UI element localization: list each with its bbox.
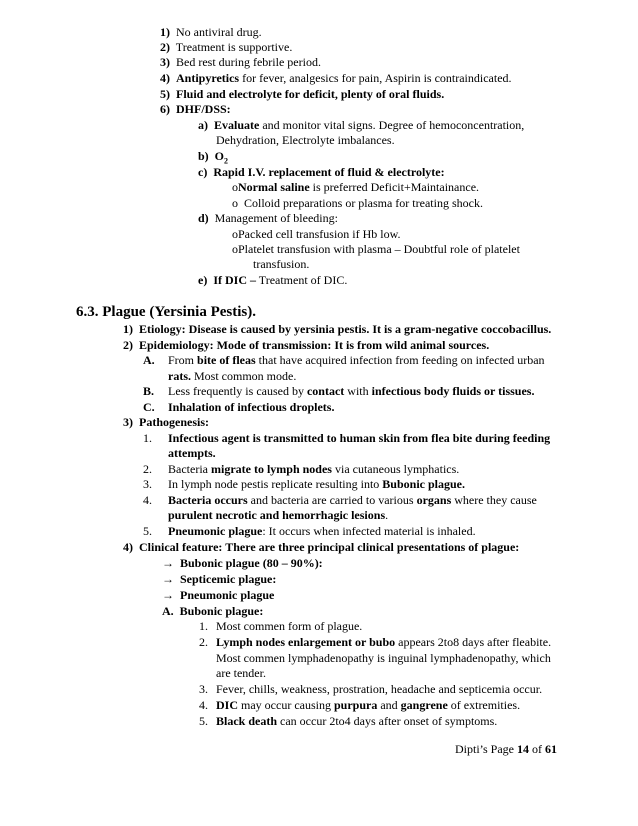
list-item-2 (160, 40, 292, 55)
item-text: may occur causing (238, 698, 334, 712)
list-item-3 (160, 55, 321, 70)
item-text: Less frequently is caused by (168, 384, 307, 398)
item-text: In lymph node pestis replicate resulting into (168, 477, 383, 491)
plague-item-2-C (143, 400, 334, 415)
pathogenesis-item-5 (143, 524, 476, 539)
item-text: with (344, 384, 372, 398)
item-bold: Clinical feature: There are three principal clinical presentations of plague: (139, 540, 520, 554)
bubonic-heading (162, 604, 263, 619)
item-subscript: 2 (224, 156, 229, 166)
item-bold: Lymph nodes enlargement or bubo (216, 635, 396, 649)
item-bold: Black death (216, 714, 278, 728)
item-text: Treatment of DIC. (256, 273, 348, 287)
item-letter: c) (198, 165, 208, 179)
item-number: 1) (160, 25, 170, 39)
item-number: 4. (143, 493, 152, 507)
item-bold: Etiology: Disease is caused by yersinia pestis. It is a gram-negative coccobacillus. (139, 322, 552, 336)
item-bold: Bacteria occurs (168, 493, 248, 507)
item-bold: Epidemiology: Mode of transmission: It is from wild animal sources. (139, 338, 490, 352)
pathogenesis-item-2 (143, 462, 459, 477)
bubonic-item-1 (199, 619, 362, 634)
item-number: 4) (160, 71, 170, 85)
item-bold: Fluid and electrolyte for deficit, plenty of oral fluids. (176, 87, 445, 101)
item-bold: If DIC – (213, 273, 256, 287)
plague-item-3 (123, 415, 209, 430)
pathogenesis-item-3 (143, 477, 465, 492)
item-bold: Pneumonic plague (180, 588, 275, 602)
item-text: . (385, 508, 389, 522)
item-bold: Pathogenesis: (139, 415, 209, 429)
item-text: Bed rest during febrile period. (176, 55, 321, 69)
item-bold: Normal saline (238, 180, 310, 194)
arrow-icon: → (162, 588, 174, 602)
item-number: 5) (160, 87, 170, 101)
item-bold: migrate to lymph nodes (210, 462, 332, 476)
bubonic-item-5 (199, 714, 497, 729)
item-number: 2. (143, 462, 152, 476)
dhf-item-d-sub1 (232, 227, 401, 242)
item-text: of extremities. (447, 698, 521, 712)
page-total: 61 (545, 742, 557, 756)
list-item-6 (160, 102, 231, 117)
plague-item-2-A (143, 353, 545, 368)
bullet: o (232, 227, 238, 241)
item-text: Most common mode. (191, 369, 297, 383)
dhf-item-d-sub2-cont: transfusion. (253, 257, 310, 271)
item-text: No antiviral drug. (176, 25, 262, 39)
plague-item-2-A-cont (168, 369, 296, 384)
item-bold: Rapid I.V. replacement of fluid & electrolyte: (213, 165, 445, 179)
page-number: 14 (517, 742, 529, 756)
item-number: 3) (160, 55, 170, 69)
item-text: Colloid preparations or plasma for treating shock. (244, 196, 483, 210)
item-text: can occur 2to4 days after onset of symptoms. (277, 714, 498, 728)
item-number: 2) (160, 40, 170, 54)
item-bold: Evaluate (214, 118, 260, 132)
item-text: via cutaneous lymphatics. (331, 462, 460, 476)
item-letter: B. (143, 384, 155, 398)
item-number: 3. (199, 682, 208, 696)
item-bold: DIC (216, 698, 239, 712)
item-bold: Bubonic plague: (179, 604, 264, 618)
bubonic-item-2 (199, 635, 551, 650)
item-number: 6) (160, 102, 170, 116)
item-number: 2) (123, 338, 133, 352)
item-text: for fever, analgesics for pain, Aspirin is contraindicated. (239, 71, 512, 85)
item-bold: infectious body fluids or tissues. (371, 384, 535, 398)
item-bold: contact (306, 384, 345, 398)
pathogenesis-item-4 (143, 493, 537, 508)
item-bold: DHF/DSS: (176, 102, 231, 116)
pathogenesis-item-4-cont (168, 508, 388, 523)
item-bold: Bubonic plague. (382, 477, 465, 491)
item-text: Packed cell transfusion if Hb low. (238, 227, 401, 241)
item-bold: Septicemic plague: (180, 572, 277, 586)
item-text: where they cause (451, 493, 537, 507)
item-number: 3. (143, 477, 152, 491)
item-bold: purpura (333, 698, 378, 712)
item-bold: Bubonic plague (80 – 90%): (180, 556, 323, 570)
item-text: From (168, 353, 198, 367)
item-number: 1. (199, 619, 208, 633)
item-text: : It occurs when infected material is inhaled. (262, 524, 476, 538)
arrow-icon: → (162, 556, 174, 570)
bubonic-item-2-cont2: are tender. (216, 666, 266, 680)
item-number: 1) (123, 322, 133, 336)
item-text: Platelet transfusion with plasma – Doubtful role of platelet (238, 242, 520, 256)
pathogenesis-item-1-cont (168, 446, 216, 461)
item-number: 1. (143, 431, 152, 445)
page-footer (455, 742, 557, 757)
section-heading: 6.3. Plague (Yersinia Pestis). (76, 304, 256, 320)
item-text: and bacteria are carried to various (247, 493, 417, 507)
bullet: o (232, 196, 238, 210)
arrow-item-septicemic (162, 572, 276, 587)
arrow-item-pneumonic (162, 588, 274, 603)
footer-prefix: Dipti’s Page (455, 742, 517, 756)
bullet: o (232, 242, 238, 256)
arrow-item-bubonic (162, 556, 323, 571)
plague-item-4 (123, 540, 519, 555)
item-text: that have acquired infection from feeding on infected urban (255, 353, 545, 367)
item-number: 4) (123, 540, 133, 554)
item-number: 3) (123, 415, 133, 429)
item-bold: Antipyretics (176, 71, 240, 85)
item-number: 2. (199, 635, 208, 649)
dhf-item-c-sub2 (232, 196, 483, 211)
bubonic-item-2-cont1: Most commen lymphadenopathy is inguinal lymphadenopathy, which (216, 651, 551, 665)
list-item-1 (160, 25, 262, 40)
item-text: is preferred Deficit+Maintainance. (309, 180, 480, 194)
item-letter: C. (143, 400, 155, 414)
bullet: o (232, 180, 238, 194)
item-number: 5. (199, 714, 208, 728)
item-bold: rats. (168, 369, 191, 383)
item-text: Fever, chills, weakness, prostration, headache and septicemia occur. (216, 682, 543, 696)
dhf-item-e (198, 273, 347, 288)
pathogenesis-item-1 (143, 431, 550, 446)
dhf-item-d-sub2 (232, 242, 520, 257)
dhf-item-a-cont: Dehydration, Electrolyte imbalances. (216, 133, 395, 147)
item-bold: bite of fleas (197, 353, 256, 367)
item-text: and monitor vital signs. Degree of hemoconcentration, (259, 118, 525, 132)
item-letter: e) (198, 273, 208, 287)
item-letter: A. (143, 353, 155, 367)
item-bold: Inhalation of infectious droplets. (168, 400, 335, 414)
dhf-item-d (198, 211, 338, 226)
dhf-item-c (198, 165, 445, 180)
item-letter: A. (162, 604, 174, 618)
plague-item-2-B (143, 384, 534, 399)
dhf-item-c-sub1 (232, 180, 479, 195)
item-letter: a) (198, 118, 208, 132)
item-bold: Infectious agent is transmitted to human skin from flea bite during feeding (168, 431, 551, 445)
list-item-5 (160, 87, 444, 102)
item-text: appears 2to8 days after fleabite. (395, 635, 552, 649)
bubonic-item-3 (199, 682, 542, 697)
list-item-4 (160, 71, 512, 86)
footer-of: of (529, 742, 545, 756)
item-text: Bacteria (168, 462, 211, 476)
item-text: Most commen form of plague. (216, 619, 363, 633)
plague-item-2 (123, 338, 489, 353)
item-bold: O (214, 149, 225, 163)
item-text: Management of bleeding: (214, 211, 338, 225)
item-bold: organs (416, 493, 452, 507)
bubonic-item-4 (199, 698, 520, 713)
item-letter: d) (198, 211, 209, 225)
dhf-item-a (198, 118, 524, 133)
item-bold: Pneumonic plague (168, 524, 263, 538)
item-number: 5. (143, 524, 152, 538)
item-bold: attempts. (168, 446, 216, 460)
item-text: and (377, 698, 401, 712)
item-bold: purulent necrotic and hemorrhagic lesions (168, 508, 386, 522)
item-bold: gangrene (400, 698, 448, 712)
item-number: 4. (199, 698, 208, 712)
plague-item-1 (123, 322, 551, 337)
item-letter: b) (198, 149, 209, 163)
item-text: Treatment is supportive. (175, 40, 293, 54)
arrow-icon: → (162, 572, 174, 586)
